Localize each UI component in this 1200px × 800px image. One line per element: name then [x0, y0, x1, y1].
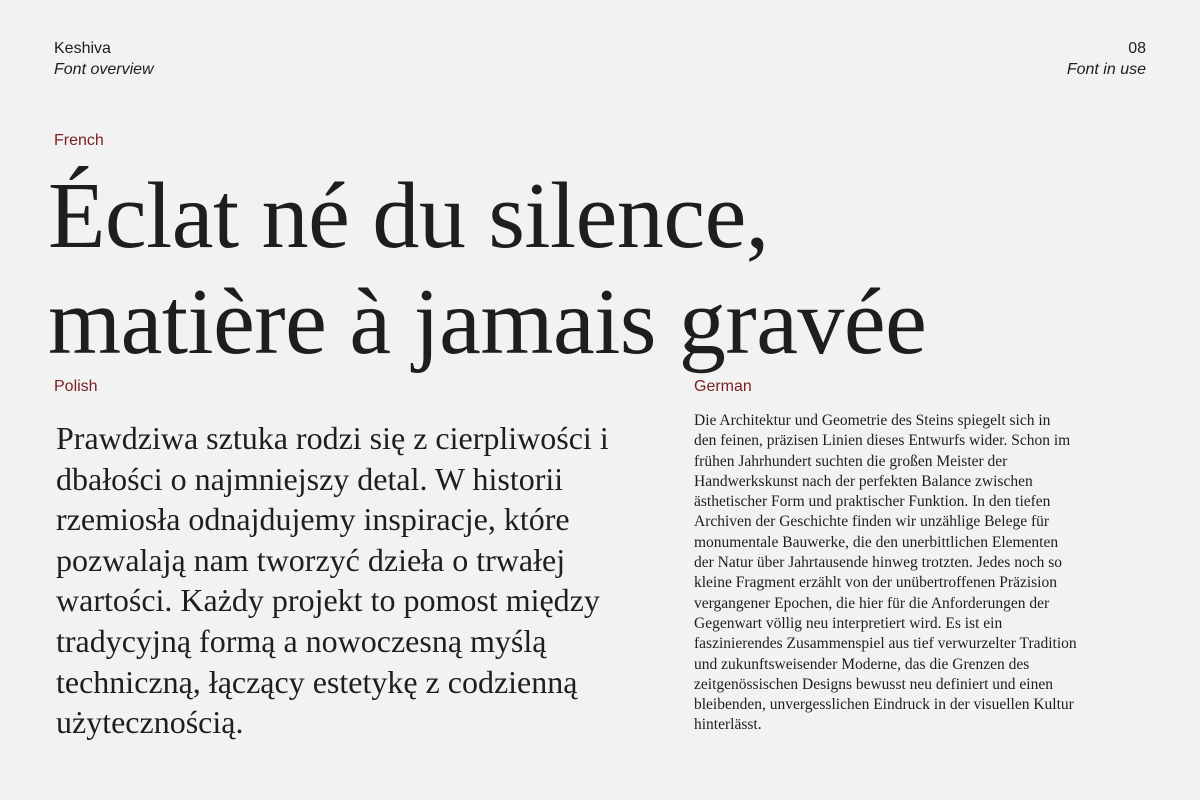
- german-line: hinterlässt.: [694, 716, 762, 734]
- french-headline: [48, 163, 1188, 375]
- page-subtitle: Font in use: [1066, 61, 1146, 78]
- font-name: Keshiva: [54, 40, 111, 57]
- german-line: kleine Fragment erzählt von der unübertroffenen Präzision: [694, 574, 1057, 592]
- polish-line: rzemiosła odnajdujemy inspiracje, które: [56, 501, 570, 538]
- header-left: [54, 38, 154, 80]
- polish-paragraph: [56, 418, 676, 743]
- section-title: Font overview: [54, 61, 154, 78]
- german-line: den feinen, präzisen Linien dieses Entwurfs wider. Schon im: [694, 432, 1071, 450]
- polish-line: pozwalają nam tworzyć dzieła o trwałej: [56, 541, 566, 578]
- polish-line: techniczną, łączący estetykę z codzienną: [56, 663, 578, 700]
- header-right: [1067, 38, 1146, 80]
- german-line: vergangener Epochen, die hier für die Anforderungen der: [694, 594, 1050, 612]
- german-label: German: [694, 378, 752, 395]
- french-line: matière à jamais gravée: [48, 270, 927, 374]
- german-line: Die Architektur und Geometrie des Steins spiegelt sich in: [694, 412, 1051, 429]
- french-line: Éclat né du silence,: [48, 164, 769, 268]
- polish-line: dbałości o najmniejszy detal. W historii: [56, 460, 564, 497]
- german-line: Archiven der Geschichte finden wir unzählige Belege für: [694, 513, 1050, 531]
- german-line: der Natur über Jahrtausende hinweg trotzten. Jedes noch so: [694, 554, 1063, 572]
- german-line: frühen Jahrhundert suchten die großen Meister der: [694, 452, 1008, 470]
- german-paragraph: [694, 411, 1164, 736]
- german-line: bleibenden, unvergesslichen Eindruck in der visuellen Kultur: [694, 696, 1074, 714]
- polish-line: tradycyjną formą a nowoczesną myślą: [56, 622, 547, 659]
- german-line: und zukunftsweisender Moderne, das die Grenzen des: [694, 655, 1030, 673]
- german-line: faszinierendes Zusammenspiel aus tief verwurzelter Tradition: [694, 635, 1077, 653]
- polish-line: użytecznością.: [56, 704, 244, 741]
- german-line: Handwerkskunst nach der perfekten Balance zwischen: [694, 472, 1033, 490]
- german-line: ästhetischer Form und praktischer Funktion. In den tiefen: [694, 493, 1051, 511]
- german-line: Gegenwart völlig neu interpretiert wird. Es ist ein: [694, 614, 1003, 632]
- page-number: 08: [1128, 40, 1146, 57]
- polish-line: wartości. Każdy projekt to pomost między: [56, 582, 600, 619]
- polish-label: Polish: [54, 378, 98, 395]
- french-label: French: [54, 132, 104, 149]
- german-line: zeitgenössischen Designs bewusst neu definiert und einen: [694, 675, 1053, 693]
- polish-line: Prawdziwa sztuka rodzi się z cierpliwości i: [56, 420, 609, 456]
- german-line: monumentale Bauwerke, die den unerbittlichen Elementen: [694, 533, 1059, 551]
